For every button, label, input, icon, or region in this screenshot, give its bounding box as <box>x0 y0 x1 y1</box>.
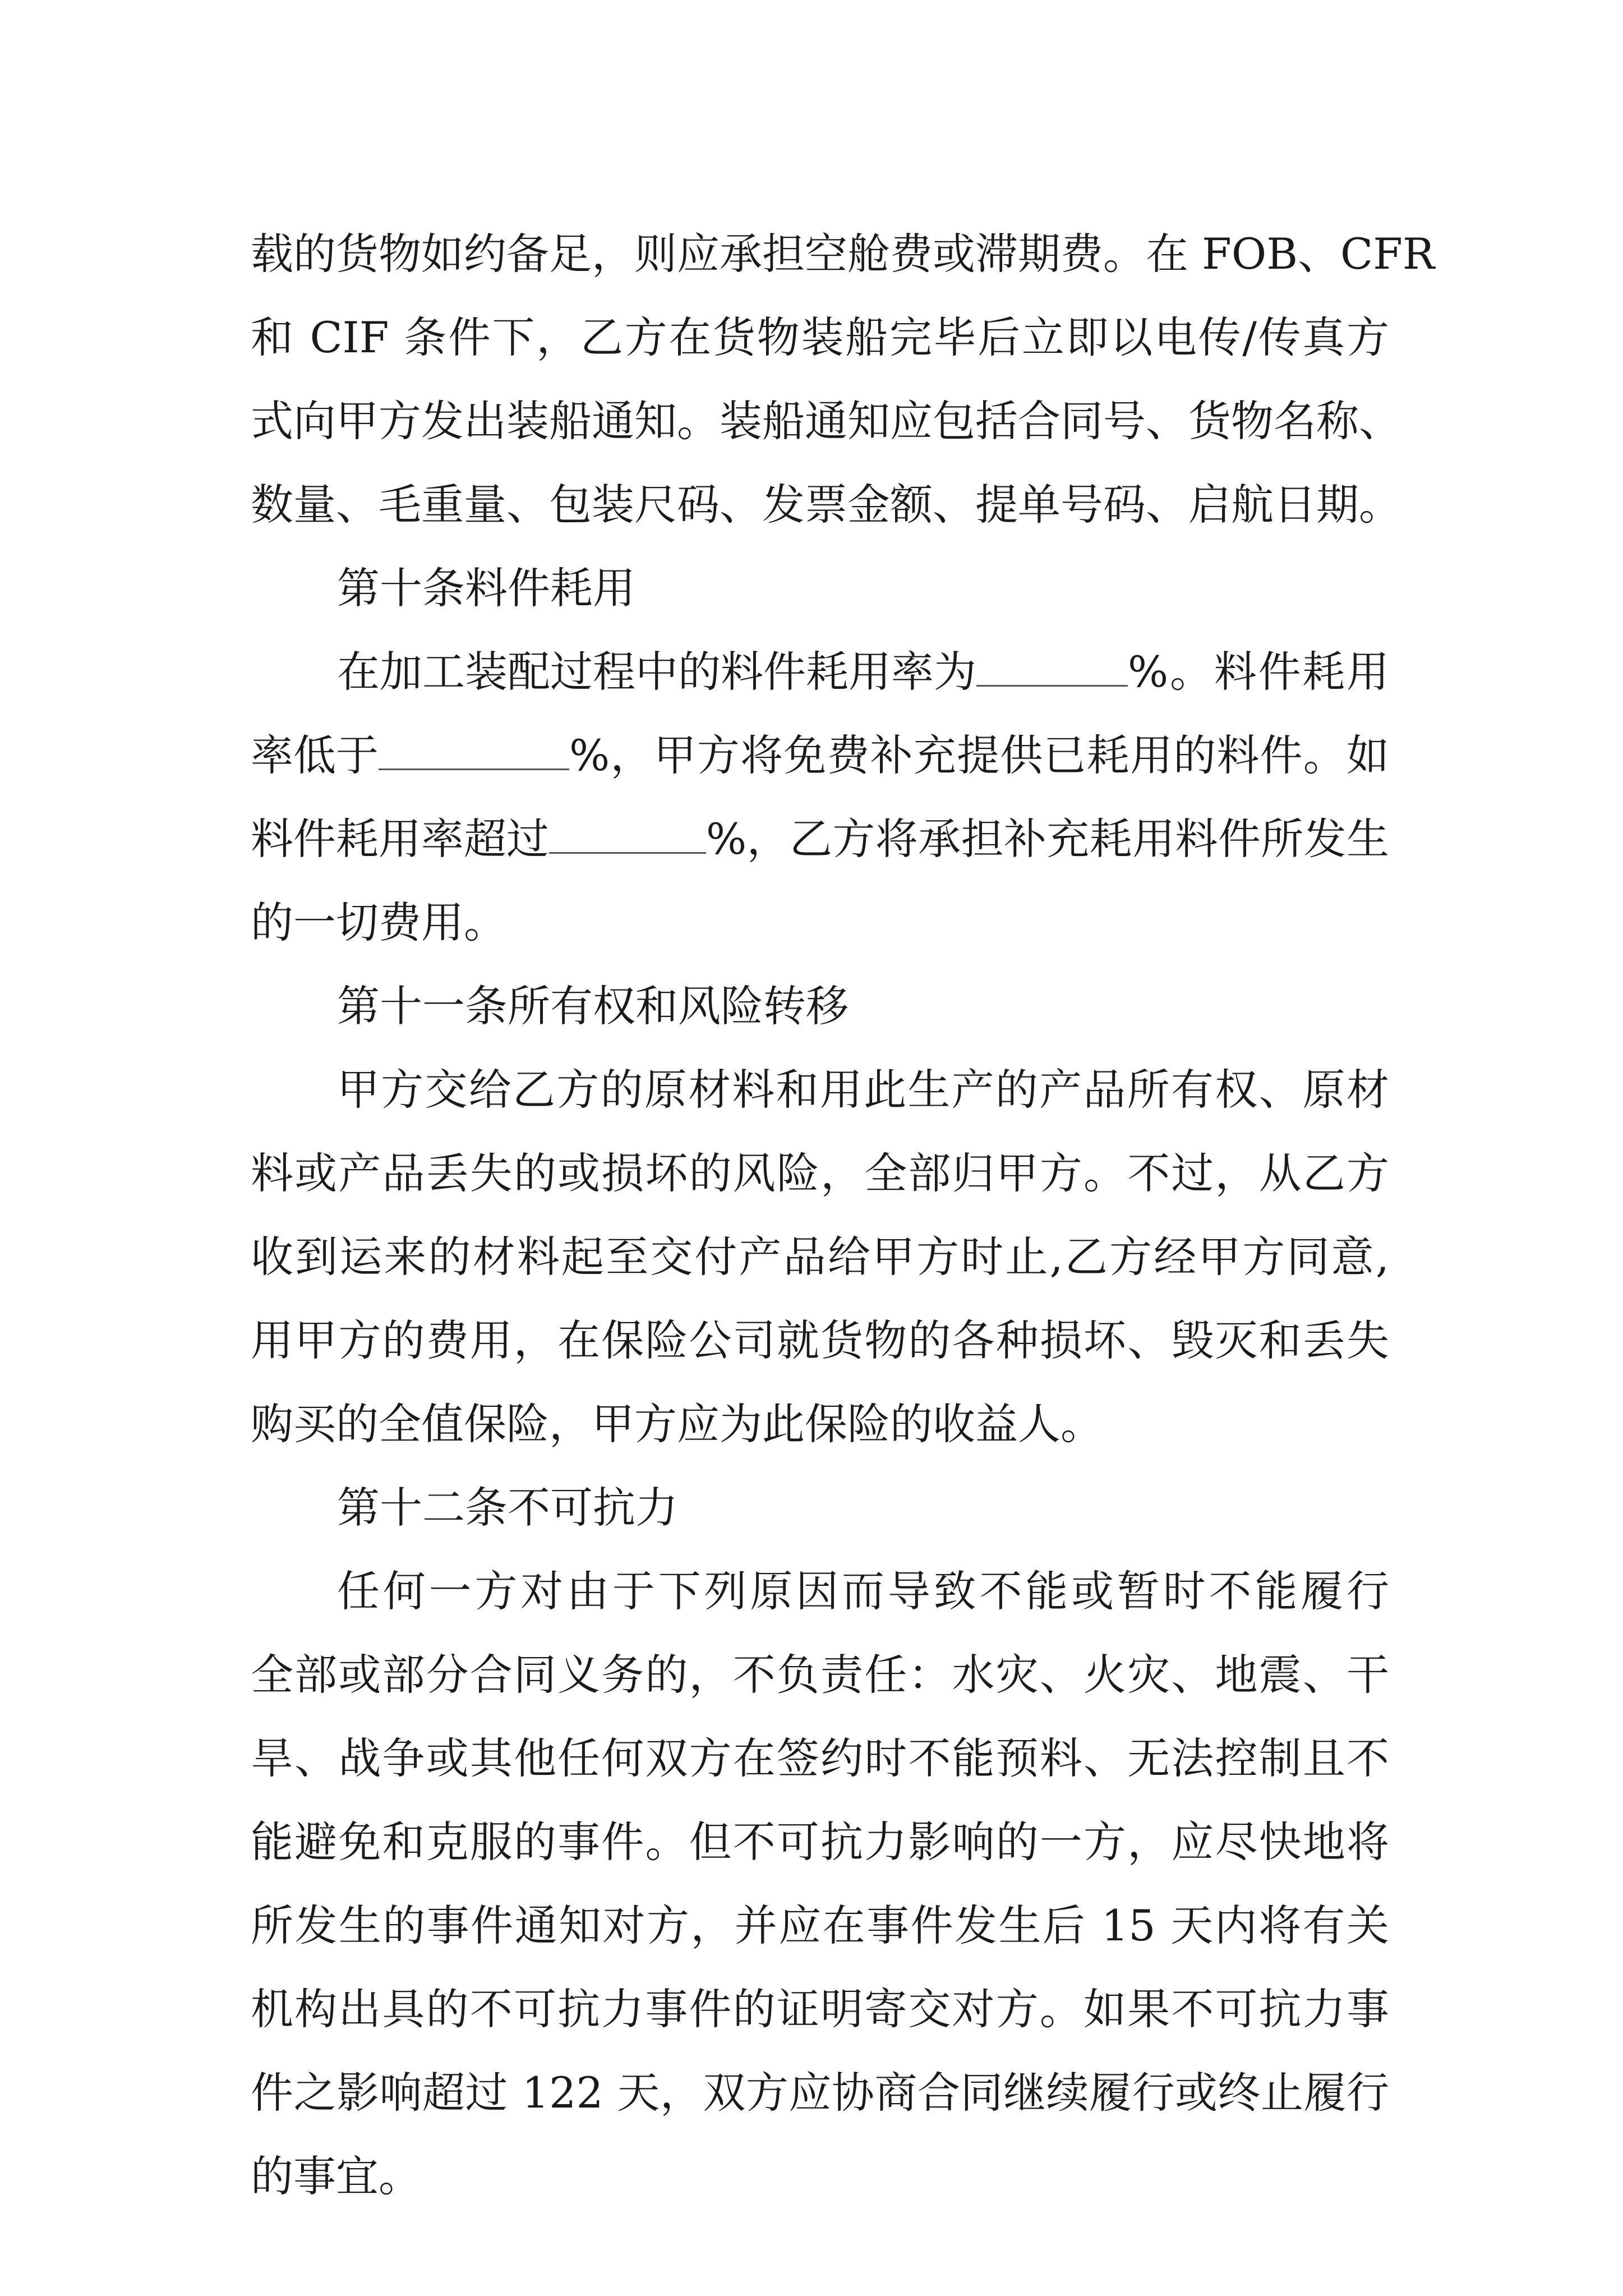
paragraph-line: 料或产品丢失的或损坏的风险，全部归甲方。不过，从乙方 <box>251 1148 1389 1198</box>
paragraph-line <box>251 714 1389 797</box>
paragraph-line: 式向甲方发出装船通知。装船通知应包括合同号、货物名称、 <box>251 396 1401 446</box>
fill-in-blank[interactable] <box>379 735 569 770</box>
text-segment: %，乙方将承担补充耗用料件所发生 <box>706 814 1389 864</box>
paragraph-line: 任何一方对由于下列原因而导致不能或暂时不能履行 <box>337 1566 1389 1616</box>
paragraph-line: 数量、毛重量、包装尺码、发票金额、提单号码、启航日期。 <box>251 480 1401 530</box>
paragraph-line: 机构出具的不可抗力事件的证明寄交对方。如果不可抗力事 <box>251 1984 1389 2034</box>
text-segment: 在加工装配过程中的料件耗用率为 <box>337 647 976 697</box>
fill-in-blank[interactable] <box>549 818 706 854</box>
article-heading-12: 第十二条不可抗力 <box>337 1483 678 1533</box>
text-segment: 料件耗用率超过 <box>251 814 549 864</box>
paragraph-line: 件之影响超过 122 天，双方应协商合同继续履行或终止履行 <box>251 2068 1389 2118</box>
document-page <box>251 212 1435 2218</box>
paragraph-line: 收到运来的材料起至交付产品给甲方时止,乙方经甲方同意, <box>251 1232 1389 1282</box>
text-segment: 率低于 <box>251 730 379 780</box>
paragraph-line: 旱、战争或其他任何双方在签约时不能预料、无法控制且不 <box>251 1733 1389 1783</box>
text-segment: %，甲方将免费补充提供已耗用的料件。如 <box>569 730 1389 780</box>
paragraph-line: 的一切费用。 <box>251 898 506 947</box>
paragraph-line <box>251 630 1389 714</box>
paragraph-line: 用甲方的费用，在保险公司就货物的各种损坏、毁灭和丢失 <box>251 1315 1389 1365</box>
paragraph-line: 全部或部分合同义务的，不负责任：水灾、火灾、地震、干 <box>251 1650 1389 1700</box>
paragraph-line: 和 CIF 条件下，乙方在货物装船完毕后立即以电传/传真方 <box>251 312 1389 362</box>
article-heading-10: 第十条料件耗用 <box>337 563 635 613</box>
fill-in-blank[interactable] <box>976 651 1128 687</box>
paragraph-line: 载的货物如约备足，则应承担空舱费或滞期费。在 FOB、CFR <box>251 229 1435 279</box>
article-heading-11: 第十一条所有权和风险转移 <box>337 981 849 1031</box>
paragraph-line: 购买的全值保险，甲方应为此保险的收益人。 <box>251 1399 1103 1449</box>
paragraph-line: 所发生的事件通知对方，并应在事件发生后 15 天内将有关 <box>251 1901 1389 1950</box>
paragraph-line <box>251 797 1389 881</box>
paragraph-line: 的事宜。 <box>251 2151 421 2201</box>
text-segment: %。料件耗用 <box>1128 647 1389 697</box>
paragraph-line: 能避免和克服的事件。但不可抗力影响的一方，应尽快地将 <box>251 1817 1389 1867</box>
paragraph-line: 甲方交给乙方的原材料和用此生产的产品所有权、原材 <box>337 1065 1389 1115</box>
